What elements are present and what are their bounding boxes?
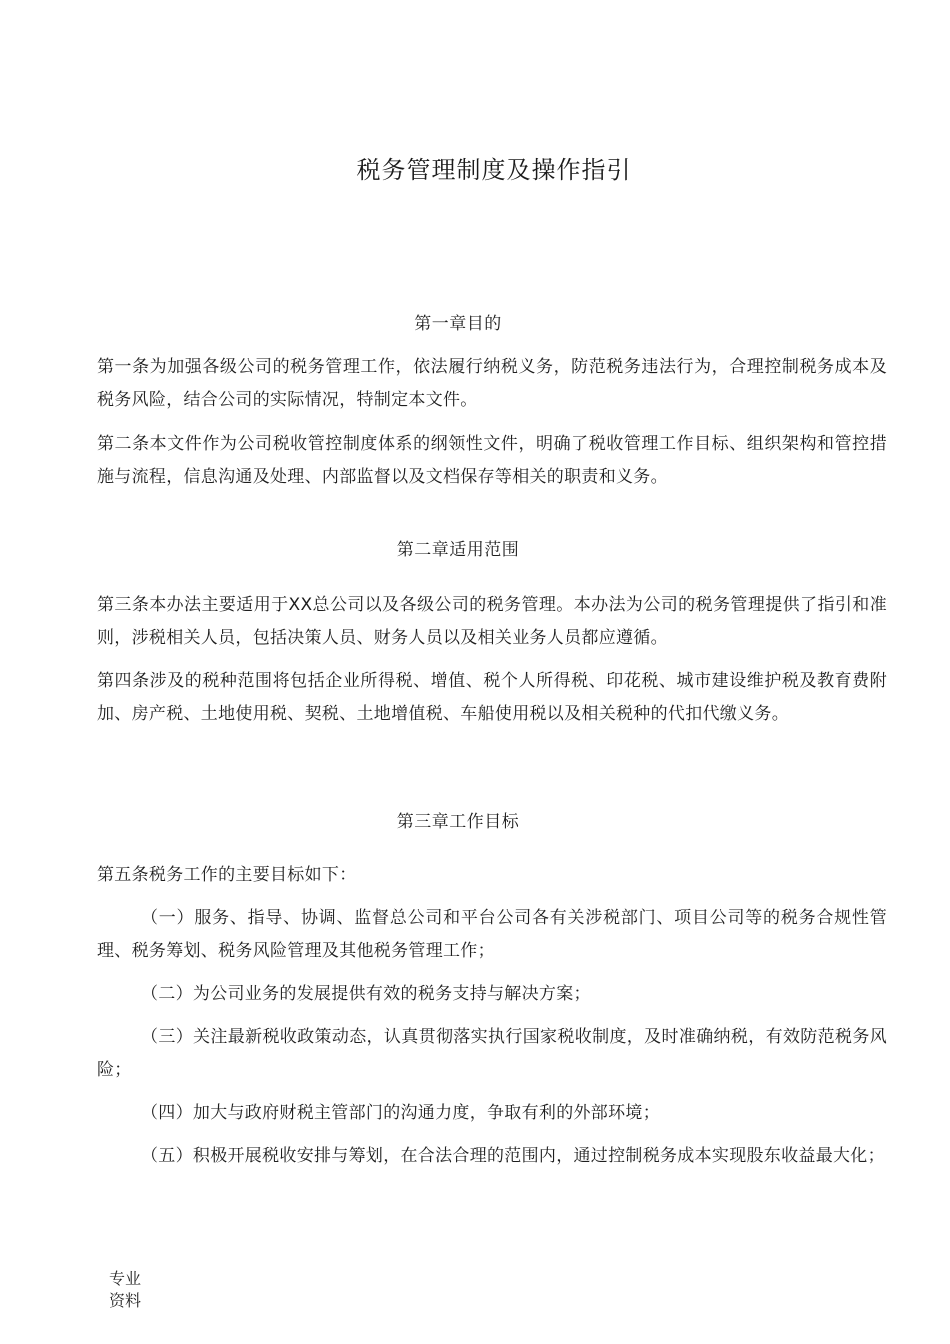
article-5: 第五条税务工作的主要目标如下： (97, 865, 357, 885)
goal-item-5: （五）积极开展税收安排与筹划，在合法合理的范围内，通过控制税务成本实现股东收益最大化； (141, 1146, 885, 1166)
chapter-3-heading: 第三章工作目标 (396, 812, 520, 832)
goal-item-2: （二）为公司业务的发展提供有效的税务支持与解决方案； (141, 984, 591, 1004)
footer-line-2: 资料 (109, 1291, 142, 1310)
article-2: 第二条本文件作为公司税收管控制度体系的纲领性文件，明确了税收管理工作目标、组织架构和管控措施与流程，信息沟通及处理、内部监督以及文档保存等相关的职责和义务。 (97, 434, 887, 487)
footer-line-1: 专业 (109, 1269, 142, 1288)
article-3: 第三条本办法主要适用于XX总公司以及各级公司的税务管理。本办法为公司的税务管理提供了指引和准则，涉税相关人员，包括决策人员、财务人员以及相关业务人员都应遵循。 (97, 595, 887, 648)
chapter-2-heading: 第二章适用范围 (396, 540, 520, 560)
article-4: 第四条涉及的税种范围将包括企业所得税、增值、税个人所得税、印花税、城市建设维护税及教育费附加、房产税、土地使用税、契税、土地增值税、车船使用税以及相关税种的代扣代缴义务。 (97, 671, 887, 724)
chapter-1-heading: 第一章目的 (414, 314, 502, 334)
goal-item-3: （三）关注最新税收政策动态，认真贯彻落实执行国家税收制度，及时准确纳税，有效防范税务风险； (97, 1027, 887, 1080)
goal-item-4: （四）加大与政府财税主管部门的沟通力度，争取有利的外部环境； (141, 1103, 660, 1123)
document-title: 税务管理制度及操作指引 (356, 156, 632, 184)
footer-label (109, 1268, 159, 1312)
article-1: 第一条为加强各级公司的税务管理工作，依法履行纳税义务，防范税务违法行为，合理控制税务成本及税务风险，结合公司的实际情况，特制定本文件。 (97, 357, 887, 410)
goal-item-1: （一）服务、指导、协调、监督总公司和平台公司各有关涉税部门、项目公司等的税务合规性管理、税务筹划、税务风险管理及其他税务管理工作； (97, 908, 887, 961)
